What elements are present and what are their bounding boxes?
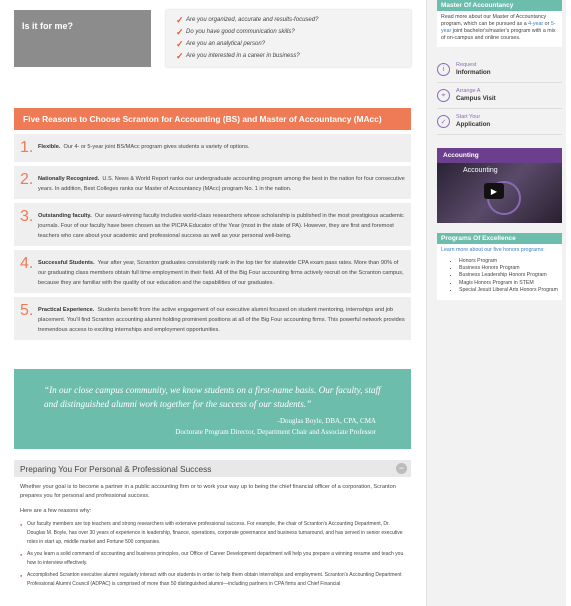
reason-number: 2. [20, 171, 34, 188]
five-reasons-banner: Five Reasons to Choose Scranton for Accounting (BS) and Master of Accountancy (MAcc) [14, 108, 411, 130]
video-caption: Accounting [463, 167, 498, 174]
request-info-link[interactable]: i Request Information [437, 57, 562, 83]
prepare-bullets [14, 520, 411, 589]
list-item: ● Accomplished Scranton executive alumni regularly interact with our students in order to help them obtain internships and employment. Scranton's Accounting Department Professional Alumni Council (ADPAC) is comprised of more than 50 distinguished alumni—including partners in CPA firms and Chief Financial [20, 571, 405, 589]
video-player[interactable] [437, 163, 562, 223]
reason-number: 3. [20, 208, 34, 225]
sidebar-actions [437, 57, 562, 135]
reason-item [14, 166, 411, 199]
play-icon[interactable]: ▶ [484, 183, 504, 199]
is-it-for-me-box [14, 10, 151, 67]
check-circle-icon: ✓ [437, 115, 450, 128]
testimonial-quote [14, 369, 411, 449]
info-icon: i [437, 63, 450, 76]
reason-heading: Practical Experience. [38, 307, 95, 313]
reason-heading: Flexible. [38, 144, 61, 150]
campus-visit-link[interactable]: ⌖ Arrange A Campus Visit [437, 83, 562, 109]
master-of-accountancy-box: Master Of Accountancy Read more about our Master of Accountancy program, which can be pursued as a 4-year or 5-year joint bachelor's/master's program with a mix of on-campus and online courses. [437, 0, 562, 47]
reason-number: 1. [20, 139, 34, 156]
reason-heading: Outstanding faculty. [38, 213, 92, 219]
program-item[interactable]: • Honors Program [459, 258, 558, 265]
sidebar [426, 0, 566, 606]
location-pin-icon: ⌖ [437, 89, 450, 102]
question-item: ✓ Are you an analytical person? [176, 38, 266, 49]
collapse-icon[interactable]: − [396, 463, 407, 474]
question-item: ✓ Do you have good communication skills? [176, 26, 295, 37]
apply-link[interactable]: ✓ Start Your Application [437, 109, 562, 135]
program-item[interactable]: • Business Honors Program [459, 265, 558, 272]
reason-text: Our 4- or 5-year joint BS/MAcc program gives students a variety of options. [63, 144, 250, 150]
list-item: ● Our faculty members are top teachers and strong researchers with extensive professional success. For example, the chair of Scranton's Accounting Department, Dr. Douglas M. Boyle, has over 30 years of experience in leadership, finance, operations, corporate governance and business turnaround, and has served in senior executive roles in start up, middle market and Fortune 500 companies. [20, 520, 405, 547]
prepare-accordion-header[interactable] [14, 460, 411, 477]
video-header: Accounting [437, 148, 562, 163]
quote-text: “In our close campus community, we know students on a first-name basis. Our faculty, staff and distinguished alumni work together for the success of our students.” [44, 385, 381, 409]
programs-title: Programs Of Excellence [437, 233, 562, 244]
check-icon: ✓ [176, 14, 184, 25]
prepare-intro: Whether your goal is to become a partner in a public accounting firm or to work your way up to being the chief financial officer of a corporation, Scranton prepares you for personal and professional success. [20, 484, 396, 499]
list-item: ● As you learn a solid command of accounting and business principles, our Office of Career Development department will help you prepare a winning resume and teach you how to interview effectively. [20, 550, 405, 568]
quote-role: Doctorate Program Director, Department Chair and Associate Professor [175, 428, 376, 436]
programs-list [437, 256, 562, 300]
is-it-for-me-section [14, 10, 411, 67]
quote-author: -Douglas Boyle, DBA, CPA, CMA [277, 417, 376, 425]
program-item[interactable]: • Special Jesuit Liberal Arts Honors Program [459, 287, 558, 294]
reason-heading: Nationally Recognized. [38, 176, 100, 182]
check-icon: ✓ [176, 26, 184, 37]
reason-item [14, 203, 411, 246]
question-item: ✓ Are you organized, accurate and results-focused? [176, 14, 319, 25]
is-it-for-me-title: Is it for me? [22, 21, 74, 31]
reason-number: 5. [20, 302, 34, 319]
reason-item [14, 297, 411, 340]
accounting-video-box [437, 148, 562, 223]
programs-of-excellence-box [437, 233, 562, 300]
check-icon: ✓ [176, 38, 184, 49]
question-item: ✓ Are you interested in a career in business? [176, 50, 300, 61]
prepare-title: Preparing You For Personal & Professional Success [20, 463, 212, 474]
reason-text: Students benefit from the active engagement of our executive alumni focused on student mentoring, internships and job placement. You'll find Scranton accounting alumni holding prominent positions at all of the Big Four accounting firms. This powerful network provides tremendous access to exciting internships and employment opportunities. [38, 307, 405, 333]
reason-heading: Successful Students. [38, 260, 95, 266]
main-content [14, 10, 411, 592]
five-year-link[interactable]: 5-year [441, 21, 556, 34]
is-it-for-me-questions [166, 10, 411, 67]
reason-text: U.S. News & World Report ranks our undergraduate accounting program among the best in the nation for four consecutive years. In addition, Best Colleges ranks our Master of Accountancy (MAcc) program No. 1 in the nation. [38, 176, 405, 192]
program-item[interactable]: • Business Leadership Honors Program [459, 272, 558, 279]
reason-text: Year after year, Scranton graduates consistently rank in the top tier for statewide CPA exam pass rates. More than 90% of our graduating class members obtain full time employment in their field. All of the Big Four accounting firms actively recruit on the Scranton campus, because they are familiar with the quality of our education and the capabilities of our graduates. [38, 260, 404, 286]
master-title: Master Of Accountancy [437, 0, 562, 11]
reason-text: Our award-winning faculty includes world-class researchers whose scholarship is published in the most prestigious academic journals. Four of our faculty have been chosen as the PICPA Educator of the Year (most in the state of PA). However, they are first and foremost teachers who care about your academic and professional success as well as your personal well-being. [38, 213, 404, 239]
reason-item [14, 134, 411, 162]
four-year-link[interactable]: 4-year [528, 21, 544, 27]
programs-intro-link[interactable]: Learn more about our five honors programs: [441, 247, 545, 253]
reason-number: 4. [20, 255, 34, 272]
reason-item [14, 250, 411, 293]
check-icon: ✓ [176, 50, 184, 61]
program-item[interactable]: • Magis Honors Program in STEM [459, 280, 558, 287]
prepare-lead: Here are a few reasons why: [20, 508, 92, 514]
